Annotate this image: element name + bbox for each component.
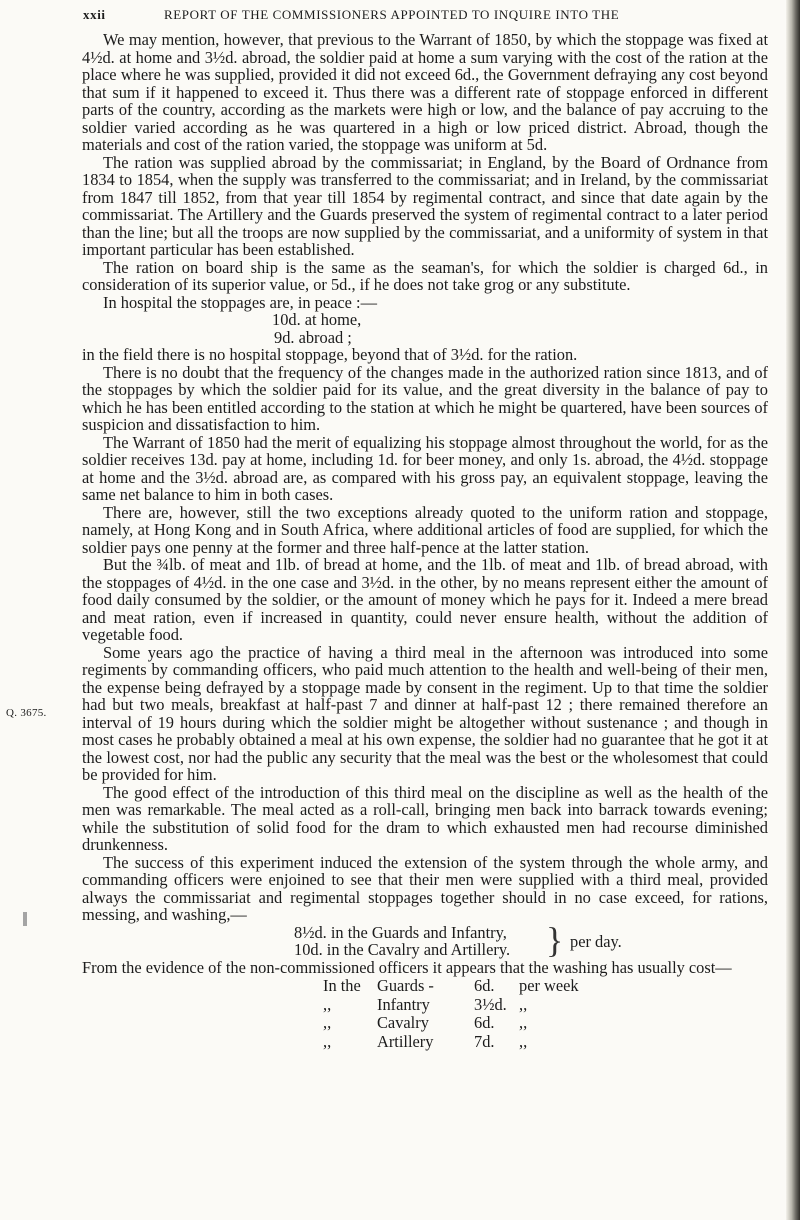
cell-cost: 3½d. [474, 994, 507, 1014]
paragraph: There are, however, still the two exceptions already quoted to the uniform ration and stoppage, namely, at Hong Kong and in South Africa, where additional articles of food are supplied, for which the soldier pays one penny at the former and three half-pence at the latter station. [82, 502, 768, 557]
paragraph: The success of this experiment induced the extension of the system through the whole army, and commanding officers were enjoined to see that their men were supplied with a third meal, provided always the commissariat and regimental stoppages together should in no case exceed, for rations, messing, and washing,— [82, 852, 768, 924]
cell-cost: 6d. [474, 1013, 495, 1032]
hospital-rates [82, 311, 768, 346]
paragraph: In hospital the stoppages are, in peace :— [103, 292, 377, 312]
cell-prefix: ,, [323, 994, 332, 1014]
margin-mark [23, 912, 27, 926]
paragraph: The good effect of the introduction of this third meal on the discipline as well as the health of the men was remarkable. The meal acted as a roll-call, bringing men back into barrack towards evening; while the substitution of solid food for the dram to which exhausted men had recourse diminished drunkenness. [82, 782, 768, 854]
table-row [323, 996, 579, 1015]
page-edge-shadow [786, 0, 800, 1220]
cell-prefix: In the [323, 976, 361, 995]
daily-limit-guards-infantry: 8½d. in the Guards and Infantry, [294, 922, 507, 942]
paragraph: There is no doubt that the frequency of the changes made in the authorized ration since 1813, and of the stoppages by which the soldier paid for its value, and the great diversity in the balance of pay to which he has been entitled according to the station at which he might be quartered, have been sources of suspicion and dissatisfaction to him. [82, 362, 768, 434]
table-row [323, 1014, 579, 1033]
paragraph: The Warrant of 1850 had the merit of equalizing his stoppage almost throughout the world, for as the soldier receives 13d. pay at home, including 1d. for beer money, and only 1s. abroad, the 4½d. stoppage at home and the 3½d. abroad are, as compared with his gross pay, an equivalent stoppage, leaving the same net balance to him in both cases. [82, 432, 768, 504]
page-number: xxii [83, 7, 106, 22]
cell-corps: Infantry [377, 994, 430, 1014]
cell-corps: Guards - [377, 976, 434, 995]
paragraph: But the ¾lb. of meat and 1lb. of bread at home, and the 1lb. of meat and 1lb. of bread abroad, with the stoppages of 4½d. in the one case and 3½d. in the other, by no means represent either the amount of food daily consumed by the soldier, or the amount of money which he pays for it. Indeed a mere bread and meat ration, even if increased in quantity, could never ensure health, without the addition of vegetable food. [82, 555, 768, 644]
brace-glyph: } [546, 919, 564, 960]
hospital-rate-abroad: 9d. abroad ; [274, 327, 352, 347]
cell-cost: 6d. [474, 976, 495, 995]
daily-limits [82, 919, 768, 960]
hospital-rate-home: 10d. at home, [272, 310, 362, 329]
margin-question-reference: Q. 3675. [6, 707, 47, 719]
table-row [323, 1033, 579, 1052]
daily-limit-cavalry-artillery: 10d. in the Cavalry and Artillery. [294, 940, 511, 959]
cell-cost: 7d. [474, 1031, 495, 1051]
cell-unit: ,, [519, 994, 528, 1014]
cell-prefix: ,, [323, 1013, 332, 1032]
paragraph: The ration on board ship is the same as the seaman's, for which the soldier is charged 6d., in consideration of its superior value, or 5d., if he does not take grog or any substitute. [82, 257, 768, 294]
paragraph: Some years ago the practice of having a third meal in the afternoon was introduced into some regiments by commanding officers, who paid much attention to the health and well-being of their men, the expense being defrayed by a stoppage made by consent in the regiment. Up to that time the soldier had but two meals, breakfast at half-past 7 and dinner at half-past 12 ; there remained therefore an interval of 19 hours during which the soldier might be altogether without sustenance ; and though in most cases he probably obtained a meal at his own expense, the soldier had no guarantee that he got it at the lowest cost, nor had the public any security that the meal was the best or the wholesomest that could be provided for him. [82, 642, 768, 784]
running-title: REPORT OF THE COMMISSIONERS APPOINTED TO INQUIRE INTO THE [164, 7, 620, 22]
cell-prefix: ,, [323, 1031, 332, 1051]
cell-unit: per week [519, 976, 579, 995]
body-text [82, 31, 768, 1051]
cell-corps: Artillery [377, 1031, 434, 1051]
paragraph: From the evidence of the non-commissioned officers it appears that the washing has usually cost— [82, 957, 732, 977]
cell-unit: ,, [519, 1013, 528, 1032]
paragraph: The ration was supplied abroad by the commissariat; in England, by the Board of Ordnance from 1834 to 1854, when the supply was transferred to the commissariat; and in Ireland, by the commissariat from 1847 till 1852, from that year till 1854 by regimental contract, and since that date again by the commissariat. The Artillery and the Guards preserved the system of regimental contract to a later period than the line; but all the troops are now supplied by the commissariat, and a uniformity of system in that important particular has been established. [82, 152, 768, 259]
washing-cost-table [323, 977, 579, 1051]
per-day-label: per day. [570, 931, 622, 951]
cell-unit: ,, [519, 1031, 528, 1051]
running-header [83, 4, 773, 26]
cell-corps: Cavalry [377, 1013, 429, 1032]
paragraph: We may mention, however, that previous to the Warrant of 1850, by which the stoppage was fixed at 4½d. at home and 3½d. abroad, the soldier paid at home a sum varying with the cost of the ration at the place where he was supplied, provided it did not exceed 6d., the Government defraying any cost beyond that sum if it happened to exceed it. Thus there was a different rate of stoppage enforced in different parts of the country, according as the markets were high or low, and the balance of pay accruing to the soldier varied according as he was quartered in a high or low priced district. Abroad, though the materials and cost of the ration varied, the stoppage was uniform at 5d. [82, 30, 768, 154]
table-row [323, 977, 579, 996]
paragraph: in the field there is no hospital stoppage, beyond that of 3½d. for the ration. [82, 345, 578, 364]
